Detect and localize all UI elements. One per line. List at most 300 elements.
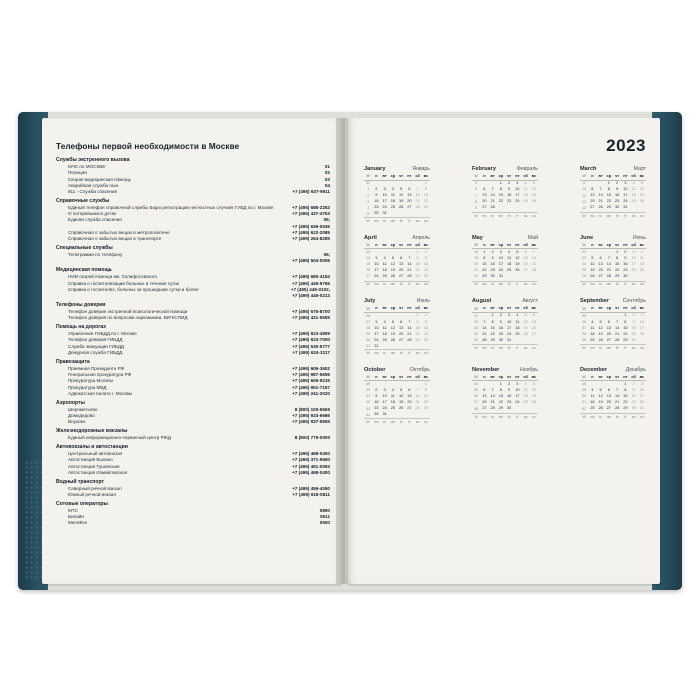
calendar-day[interactable]: 4 [632,180,635,186]
entry-number[interactable]: 8 (800) 100-6565 [294,406,330,412]
calendar-day[interactable]: 14 [482,324,487,330]
calendar-day[interactable]: 11 [631,186,636,192]
calendar-day[interactable]: 2 [424,248,427,254]
calendar-day[interactable]: 1 [616,248,619,254]
calendar-day[interactable]: 25 [382,336,387,342]
calendar-day[interactable]: 3 [624,180,627,186]
calendar-day[interactable]: 3 [383,387,386,393]
calendar-day[interactable]: 2 [375,387,378,393]
calendar-day[interactable]: 12 [590,260,595,266]
calendar-day[interactable]: 5 [524,312,527,318]
calendar-day[interactable]: 7 [607,254,610,260]
entry-number[interactable]: +7 (495) 445-0102, [290,286,330,292]
calendar-day[interactable]: 28 [490,204,495,210]
calendar-day[interactable]: 14 [415,192,420,198]
entry-number[interactable]: +7 (495) 937-5555 [292,419,330,425]
calendar-day[interactable]: 10 [623,186,628,192]
calendar-day[interactable]: 8 [624,387,627,393]
calendar-day[interactable]: 27 [407,405,412,411]
calendar-day[interactable]: 25 [523,198,528,204]
calendar-day[interactable]: 17 [374,330,379,336]
calendar-day[interactable]: 4 [524,180,527,186]
calendar-day[interactable]: 4 [591,318,594,324]
calendar-day[interactable]: 9 [499,318,502,324]
calendar-day[interactable]: 28 [614,405,620,411]
calendar-day[interactable]: 7 [408,318,411,324]
calendar-day[interactable]: 27 [523,266,528,272]
calendar-day[interactable]: 18 [382,266,387,272]
calendar-day[interactable]: 7 [616,387,619,393]
calendar-day[interactable]: 19 [390,266,396,272]
entry-number[interactable]: 03 [324,176,330,182]
calendar-day[interactable]: 6 [408,387,411,393]
calendar-day[interactable]: 19 [515,260,520,266]
calendar-day[interactable]: 18 [382,330,387,336]
calendar-day[interactable]: 24 [623,198,628,204]
calendar-day[interactable]: 7 [532,248,535,254]
calendar-day[interactable]: 7 [408,254,411,260]
calendar-day[interactable]: 12 [531,186,537,192]
calendar-day[interactable]: 3 [516,180,519,186]
calendar-day[interactable]: 14 [606,260,612,266]
entry-number[interactable]: +7 (495) 688-2252 [292,204,330,210]
calendar-day[interactable]: 3 [383,186,386,192]
calendar-day[interactable]: 10 [506,318,512,324]
calendar-day[interactable]: 11 [382,260,387,266]
calendar-day[interactable]: 6 [607,387,610,393]
calendar-day[interactable]: 8 [416,254,419,260]
calendar-day[interactable]: 13 [606,393,612,399]
calendar-day[interactable]: 16 [374,198,379,204]
calendar-day[interactable]: 24 [382,405,387,411]
entry-number[interactable]: +7 (495) 371-9660 [292,457,330,463]
calendar-day[interactable]: 15 [490,324,495,330]
calendar-day[interactable]: 4 [508,248,511,254]
calendar-day[interactable]: 13 [398,260,404,266]
calendar-day[interactable]: 4 [383,318,386,324]
calendar-day[interactable]: 4 [524,381,527,387]
calendar-day[interactable]: 7 [483,318,486,324]
calendar-day[interactable]: 8 [624,318,627,324]
calendar-day[interactable]: 22 [490,330,495,336]
calendar-day[interactable]: 17 [623,192,628,198]
calendar-day[interactable]: 5 [516,248,519,254]
calendar-day[interactable]: 28 [407,336,412,342]
calendar-day[interactable]: 10 [498,254,504,260]
entry-number[interactable]: +7 (495) 468-0400 [292,469,330,475]
calendar-day[interactable]: 27 [407,204,412,210]
entry-number[interactable]: +7 (499) 445-0213 [292,293,330,299]
calendar-day[interactable]: 10 [374,324,379,330]
calendar-day[interactable]: 27 [606,405,612,411]
calendar-day[interactable]: 19 [398,198,404,204]
calendar-day[interactable]: 13 [407,192,412,198]
calendar-day[interactable]: 24 [515,198,520,204]
entry-number[interactable]: +7 (495) 459-4050 [292,485,330,491]
calendar-day[interactable]: 12 [531,387,537,393]
calendar-day[interactable]: 30 [498,336,504,342]
calendar-day[interactable]: 31 [639,405,645,411]
calendar-day[interactable]: 2 [375,186,378,192]
calendar-day[interactable]: 1 [483,248,486,254]
calendar-day[interactable]: 26 [398,405,404,411]
calendar-day[interactable]: 26 [398,204,404,210]
calendar-day[interactable]: 17 [498,260,504,266]
calendar-day[interactable]: 5 [599,387,602,393]
calendar-day[interactable]: 10 [374,260,379,266]
calendar-day[interactable]: 9 [424,318,427,324]
calendar-day[interactable]: 18 [590,330,595,336]
calendar-day[interactable]: 24 [506,330,512,336]
calendar-day[interactable]: 25 [523,399,528,405]
calendar-day[interactable]: 9 [375,192,378,198]
entry-number[interactable]: +7 (495) 445-5766 [292,280,330,286]
entry-number[interactable]: +7 (495) 491-0093 [292,463,330,469]
calendar-day[interactable]: 10 [639,387,645,393]
calendar-day[interactable]: 22 [415,266,420,272]
calendar-day[interactable]: 1 [416,312,419,318]
calendar-day[interactable]: 6 [599,254,602,260]
calendar-day[interactable]: 26 [598,336,603,342]
calendar-day[interactable]: 20 [606,399,612,405]
calendar-day[interactable]: 30 [490,272,495,278]
calendar-day[interactable]: 4 [383,254,386,260]
entry-number[interactable]: +7 (499) 618-0811 [292,491,330,497]
calendar-day[interactable]: 5 [599,318,602,324]
calendar-day[interactable]: 13 [398,324,404,330]
calendar-day[interactable]: 17 [639,393,645,399]
calendar-day[interactable]: 6 [483,387,486,393]
calendar-day[interactable]: 20 [482,399,487,405]
calendar-day[interactable]: 19 [598,399,603,405]
calendar-day[interactable]: 27 [398,272,404,278]
entry-number[interactable]: 0500 [319,520,330,526]
calendar-day[interactable]: 21 [614,330,620,336]
calendar-day[interactable]: 29 [423,204,429,210]
calendar-day[interactable]: 2 [424,312,427,318]
calendar-day[interactable]: 6 [400,318,403,324]
calendar-day[interactable]: 14 [598,192,603,198]
calendar-day[interactable]: 11 [523,186,528,192]
calendar-day[interactable]: 19 [639,192,645,198]
calendar-day[interactable]: 2 [632,381,635,387]
calendar-day[interactable]: 23 [490,266,495,272]
calendar-day[interactable]: 11 [523,387,528,393]
calendar-day[interactable]: 27 [398,336,404,342]
calendar-day[interactable]: 21 [407,330,412,336]
calendar-day[interactable]: 9 [491,254,494,260]
calendar-day[interactable]: 20 [398,266,404,272]
calendar-day[interactable]: 21 [490,198,495,204]
calendar-day[interactable]: 1 [424,180,427,186]
calendar-day[interactable]: 1 [491,312,494,318]
calendar-day[interactable]: 26 [590,272,595,278]
calendar-day[interactable]: 7 [616,318,619,324]
calendar-day[interactable]: 21 [490,399,495,405]
calendar-day[interactable]: 7 [416,186,419,192]
calendar-day[interactable]: 22 [415,330,420,336]
calendar-day[interactable]: 26 [515,266,520,272]
calendar-day[interactable]: 6 [400,254,403,260]
calendar-day[interactable]: 15 [415,260,420,266]
calendar-day[interactable]: 8 [499,186,502,192]
calendar-day[interactable]: 12 [598,393,603,399]
calendar-day[interactable]: 23 [423,330,429,336]
calendar-day[interactable]: 22 [423,198,429,204]
calendar-day[interactable]: 2 [499,312,502,318]
calendar-day[interactable]: 17 [631,260,636,266]
calendar-day[interactable]: 30 [423,336,429,342]
calendar-day[interactable]: 27 [531,330,537,336]
calendar-day[interactable]: 4 [591,387,594,393]
calendar-day[interactable]: 24 [515,399,520,405]
calendar-day[interactable]: 23 [506,399,512,405]
calendar-day[interactable]: 28 [598,204,603,210]
calendar-day[interactable]: 12 [523,318,528,324]
calendar-day[interactable]: 18 [639,260,645,266]
calendar-day[interactable]: 3 [632,248,635,254]
calendar-day[interactable]: 6 [408,186,411,192]
calendar-day[interactable]: 1 [607,180,610,186]
calendar-day[interactable]: 18 [515,324,520,330]
calendar-day[interactable]: 1 [624,312,627,318]
calendar-day[interactable]: 21 [482,330,487,336]
calendar-day[interactable]: 8 [416,318,419,324]
calendar-day[interactable]: 16 [623,260,628,266]
calendar-day[interactable]: 20 [407,399,412,405]
calendar-day[interactable]: 17 [515,393,520,399]
calendar-day[interactable]: 10 [631,254,636,260]
calendar-day[interactable]: 29 [623,336,628,342]
calendar-day[interactable]: 6 [532,312,535,318]
calendar-day[interactable]: 20 [523,260,528,266]
calendar-day[interactable]: 8 [607,186,610,192]
calendar-day[interactable]: 12 [639,186,645,192]
calendar-day[interactable]: 30 [623,272,628,278]
calendar-day[interactable]: 9 [632,387,635,393]
calendar-day[interactable]: 10 [639,318,645,324]
calendar-day[interactable]: 14 [407,260,412,266]
calendar-day[interactable]: 18 [631,192,636,198]
calendar-day[interactable]: 7 [491,186,494,192]
calendar-day[interactable]: 9 [508,387,511,393]
calendar-day[interactable]: 14 [490,192,495,198]
calendar-day[interactable]: 22 [482,266,487,272]
calendar-day[interactable]: 3 [375,254,378,260]
entry-number[interactable]: +7 (495) 987-5656 [292,372,330,378]
calendar-day[interactable]: 29 [482,272,487,278]
calendar-day[interactable]: 6 [483,186,486,192]
entry-number[interactable]: +7 (495) 504-0006 [292,258,330,264]
calendar-day[interactable]: 16 [498,324,504,330]
calendar-day[interactable]: 24 [382,204,387,210]
calendar-day[interactable]: 16 [374,399,379,405]
calendar-day[interactable]: 13 [531,318,537,324]
calendar-day[interactable]: 21 [407,266,412,272]
calendar-day[interactable]: 2 [491,248,494,254]
calendar-day[interactable]: 5 [391,318,394,324]
calendar-day[interactable]: 18 [390,399,396,405]
calendar-day[interactable]: 18 [523,393,528,399]
calendar-day[interactable]: 1 [499,381,502,387]
calendar-day[interactable]: 10 [382,192,387,198]
calendar-day[interactable]: 14 [415,393,420,399]
calendar-day[interactable]: 26 [390,272,396,278]
calendar-day[interactable]: 15 [623,324,628,330]
calendar-day[interactable]: 2 [616,180,619,186]
calendar-day[interactable]: 15 [423,192,429,198]
calendar-day[interactable]: 25 [590,336,595,342]
calendar-day[interactable]: 14 [407,324,412,330]
calendar-day[interactable]: 23 [631,330,636,336]
calendar-day[interactable]: 25 [506,266,512,272]
calendar-day[interactable]: 9 [624,254,627,260]
entry-number[interactable]: +7 (495) 623-7000 [292,337,330,343]
entry-number[interactable]: +7 (495) 606-3602 [292,365,330,371]
calendar-day[interactable]: 23 [623,266,628,272]
calendar-day[interactable]: 17 [382,198,387,204]
calendar-day[interactable]: 15 [415,324,420,330]
calendar-day[interactable]: 22 [614,266,620,272]
calendar-day[interactable]: 8 [491,318,494,324]
entry-number[interactable]: +7 (495) 933-6666 [292,412,330,418]
calendar-day[interactable]: 19 [590,266,595,272]
calendar-day[interactable]: 28 [415,405,420,411]
calendar-day[interactable]: 17 [515,192,520,198]
calendar-day[interactable]: 20 [598,266,603,272]
calendar-day[interactable]: 17 [382,399,387,405]
calendar-day[interactable]: 23 [498,330,504,336]
calendar-day[interactable]: 15 [423,393,429,399]
calendar-day[interactable]: 25 [515,330,520,336]
calendar-day[interactable]: 23 [506,198,512,204]
calendar-day[interactable]: 2 [508,180,511,186]
entry-number[interactable]: +7 (495) 437-4753 [292,211,330,217]
calendar-day[interactable]: 23 [423,266,429,272]
calendar-day[interactable]: 19 [531,393,537,399]
calendar-day[interactable]: 8 [483,254,486,260]
entry-number[interactable]: 06, [323,252,330,258]
calendar-day[interactable]: 20 [482,198,487,204]
calendar-day[interactable]: 15 [498,192,504,198]
calendar-day[interactable]: 30 [374,411,379,417]
calendar-day[interactable]: 28 [614,336,620,342]
calendar-day[interactable]: 20 [407,198,412,204]
calendar-day[interactable]: 26 [598,405,603,411]
calendar-day[interactable]: 11 [515,318,520,324]
entry-number[interactable]: +7 (495) 951-7197 [292,384,330,390]
calendar-day[interactable]: 22 [498,198,504,204]
calendar-day[interactable]: 23 [614,198,620,204]
calendar-day[interactable]: 24 [639,399,645,405]
calendar-day[interactable]: 2 [624,248,627,254]
calendar-day[interactable]: 20 [531,324,537,330]
calendar-day[interactable]: 27 [606,336,612,342]
calendar-day[interactable]: 11 [590,324,595,330]
calendar-day[interactable]: 29 [498,405,504,411]
calendar-day[interactable]: 17 [639,324,645,330]
calendar-day[interactable]: 29 [614,272,620,278]
entry-number[interactable]: +7 (495) 575-8700 [292,308,330,314]
calendar-day[interactable]: 5 [640,180,643,186]
calendar-day[interactable]: 15 [498,393,504,399]
calendar-day[interactable]: 17 [374,266,379,272]
entry-number[interactable]: +7 (495) 622-2085 [292,230,330,235]
calendar-day[interactable]: 4 [640,248,643,254]
calendar-day[interactable]: 31 [374,342,379,348]
calendar-day[interactable]: 5 [532,381,535,387]
calendar-day[interactable]: 13 [523,254,528,260]
calendar-day[interactable]: 22 [498,399,504,405]
calendar-day[interactable]: 26 [531,399,537,405]
calendar-day[interactable]: 1 [416,248,419,254]
calendar-day[interactable]: 11 [590,393,595,399]
calendar-day[interactable]: 9 [616,186,619,192]
calendar-day[interactable]: 16 [490,260,495,266]
calendar-day[interactable]: 13 [482,393,487,399]
calendar-day[interactable]: 22 [606,198,612,204]
calendar-day[interactable]: 14 [614,393,620,399]
calendar-day[interactable]: 25 [639,266,645,272]
calendar-day[interactable]: 21 [598,198,603,204]
calendar-day[interactable]: 3 [640,381,643,387]
calendar-day[interactable]: 15 [606,192,612,198]
calendar-day[interactable]: 20 [606,330,612,336]
calendar-day[interactable]: 28 [531,266,537,272]
calendar-day[interactable]: 3 [499,248,502,254]
entry-number[interactable]: +7 (495) 937-9911 [292,189,330,195]
calendar-day[interactable]: 22 [623,330,628,336]
calendar-day[interactable]: 18 [523,192,528,198]
entry-number[interactable]: +7 (495) 421-5555 [292,315,330,321]
calendar-day[interactable]: 14 [614,324,620,330]
calendar-day[interactable]: 5 [400,387,403,393]
entry-number[interactable]: 02 [324,170,330,176]
entry-number[interactable]: 0890 [319,507,330,513]
calendar-day[interactable]: 8 [424,186,427,192]
calendar-day[interactable]: 12 [515,254,520,260]
calendar-day[interactable]: 5 [532,180,535,186]
calendar-day[interactable]: 15 [623,393,628,399]
entry-number[interactable]: 01 [324,164,330,169]
calendar-day[interactable]: 27 [598,272,603,278]
calendar-day[interactable]: 26 [531,198,537,204]
calendar-day[interactable]: 30 [423,272,429,278]
calendar-day[interactable]: 25 [631,198,636,204]
calendar-day[interactable]: 23 [374,405,379,411]
calendar-day[interactable]: 16 [423,260,429,266]
calendar-day[interactable]: 24 [639,330,645,336]
calendar-day[interactable]: 27 [482,405,487,411]
calendar-day[interactable]: 3 [375,318,378,324]
calendar-day[interactable]: 3 [508,312,511,318]
calendar-day[interactable]: 27 [590,204,595,210]
calendar-day[interactable]: 20 [590,198,595,204]
calendar-day[interactable]: 9 [632,318,635,324]
entry-number[interactable]: 8 (800) 775-0000 [294,435,330,441]
calendar-day[interactable]: 10 [515,387,520,393]
calendar-day[interactable]: 12 [390,260,396,266]
calendar-day[interactable]: 1 [624,381,627,387]
calendar-day[interactable]: 4 [516,312,519,318]
calendar-day[interactable]: 1 [424,381,427,387]
calendar-day[interactable]: 13 [606,324,612,330]
calendar-day[interactable]: 12 [390,324,396,330]
calendar-day[interactable]: 25 [390,204,396,210]
calendar-day[interactable]: 11 [382,324,387,330]
calendar-day[interactable]: 18 [390,198,396,204]
calendar-day[interactable]: 4 [391,186,394,192]
